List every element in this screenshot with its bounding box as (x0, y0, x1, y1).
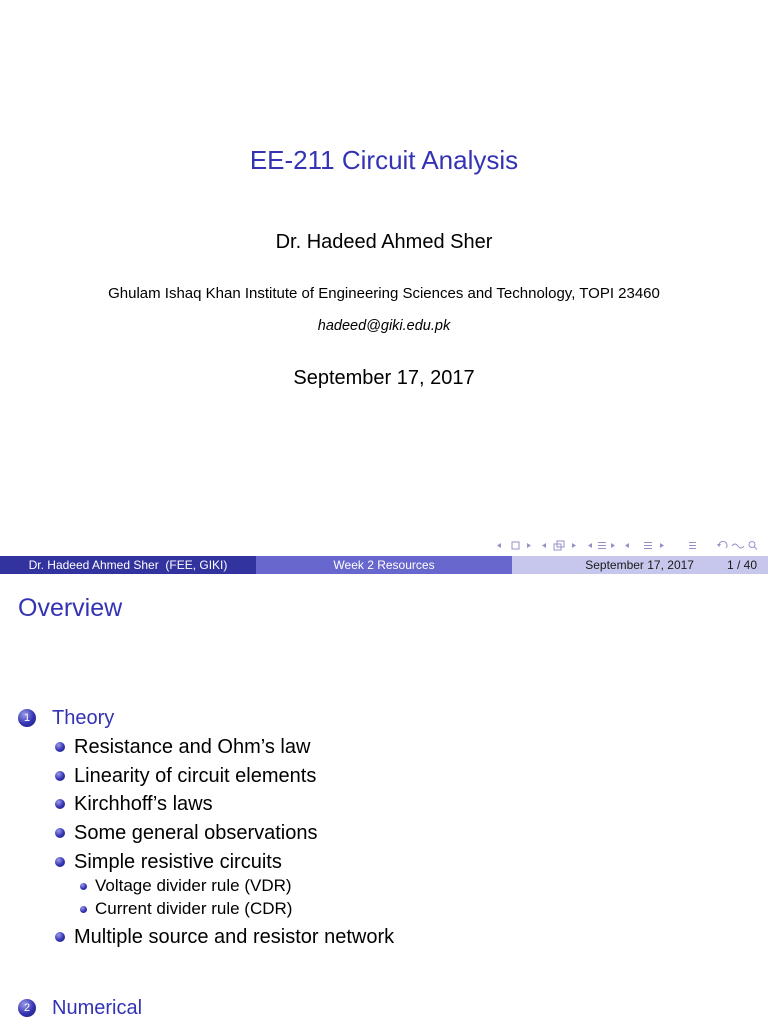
nav-document-icon[interactable] (689, 543, 696, 549)
toc-section-theory[interactable] (0, 706, 768, 730)
toc-subitem-label: Current divider rule (CDR) (95, 899, 293, 918)
bullet-icon (55, 857, 65, 867)
footer-author-affiliation: Dr. Hadeed Ahmed Sher (FEE, GIKI) (0, 556, 256, 574)
nav-subsection-next-icon[interactable] (611, 543, 615, 548)
overview-slide (0, 574, 768, 1024)
sub-bullet-icon (80, 906, 87, 913)
presentation-email: hadeed@giki.edu.pk (317, 318, 451, 334)
nav-section-icon[interactable] (644, 543, 652, 549)
nav-slide-icon[interactable] (512, 542, 519, 549)
presentation-date: September 17, 2017 (293, 367, 475, 389)
presentation-title: EE-211 Circuit Analysis (249, 145, 519, 175)
footer-presentation-title: Week 2 Resources (256, 556, 512, 574)
footer-date: September 17, 2017 (585, 558, 694, 572)
nav-back-icon[interactable] (717, 541, 727, 548)
toc-item[interactable] (0, 764, 768, 788)
toc-item[interactable] (0, 925, 768, 949)
toc-section-label: Theory (52, 707, 115, 729)
toc-item[interactable] (0, 821, 768, 845)
nav-section-next-icon[interactable] (660, 543, 664, 548)
toc-item-label: Kirchhoff’s laws (74, 793, 213, 815)
beamer-navigation-bar (494, 539, 762, 552)
presentation-author: Dr. Hadeed Ahmed Sher (275, 231, 493, 253)
footer-page-number: 1 / 40 (726, 558, 757, 572)
toc-item[interactable] (0, 735, 768, 759)
nav-frame-prev-icon[interactable] (542, 543, 546, 548)
nav-section-prev-icon[interactable] (625, 543, 629, 548)
nav-search-icon[interactable] (749, 542, 757, 550)
bullet-icon (55, 828, 65, 838)
toc-section-label: Numerical (52, 997, 143, 1019)
nav-slide-next-icon[interactable] (527, 543, 531, 548)
nav-subsection-icon[interactable] (598, 543, 606, 549)
bullet-icon (55, 932, 65, 942)
section-number-ball: 1 (18, 709, 36, 727)
section-number-ball: 2 (18, 999, 36, 1017)
toc-item-label: Resistance and Ohm’s law (74, 736, 311, 758)
nav-slide-prev-icon[interactable] (497, 543, 501, 548)
toc-subitem-label: Voltage divider rule (VDR) (95, 876, 292, 895)
toc-item[interactable] (0, 792, 768, 816)
toc-item-label: Simple resistive circuits (74, 851, 282, 873)
toc-subitem[interactable] (0, 876, 768, 896)
nav-subsection-prev-icon[interactable] (588, 543, 592, 548)
bullet-icon (55, 799, 65, 809)
nav-frame-icon[interactable] (554, 541, 564, 550)
footer-bar (0, 556, 768, 574)
toc-item-label: Linearity of circuit elements (74, 765, 317, 787)
presentation-institute: Ghulam Ishaq Khan Institute of Engineering Sciences and Technology, TOPI 23460 (108, 285, 660, 302)
bullet-icon (55, 771, 65, 781)
toc-item[interactable] (0, 850, 768, 874)
toc-subitem[interactable] (0, 899, 768, 919)
sub-bullet-icon (80, 883, 87, 890)
toc-item-label: Some general observations (74, 822, 318, 844)
toc-section-numerical[interactable] (0, 996, 768, 1020)
nav-frame-next-icon[interactable] (572, 543, 576, 548)
frame-title: Overview (18, 594, 123, 622)
toc-item-label: Multiple source and resistor network (74, 926, 395, 948)
nav-forward-icon[interactable] (732, 544, 744, 548)
footer-date-page (512, 556, 768, 574)
bullet-icon (55, 742, 65, 752)
